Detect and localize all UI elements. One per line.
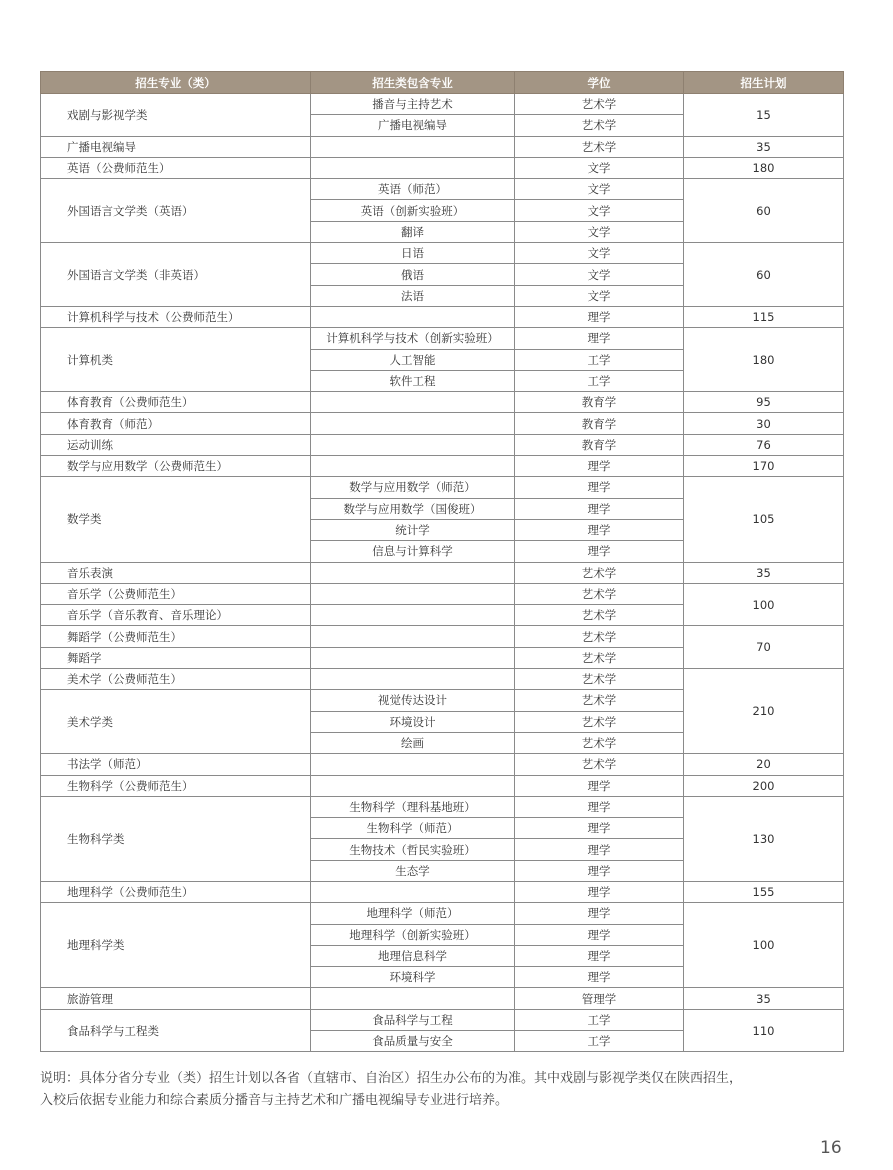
included-major-cell xyxy=(311,775,515,796)
included-major-cell: 环境科学 xyxy=(311,967,515,988)
degree-cell: 艺术学 xyxy=(515,690,684,711)
major-cell: 地理科学类 xyxy=(41,903,311,988)
plan-cell: 30 xyxy=(684,413,844,434)
degree-cell: 工学 xyxy=(515,1009,684,1030)
table-row xyxy=(41,243,844,264)
included-major-cell: 日语 xyxy=(311,243,515,264)
footnote-line: 入校后依据专业能力和综合素质分播音与主持艺术和广播电视编导专业进行培养。 xyxy=(40,1093,509,1108)
included-major-cell: 地理科学（创新实验班） xyxy=(311,924,515,945)
table-row xyxy=(41,94,844,115)
plan-cell: 180 xyxy=(684,157,844,178)
included-major-cell: 信息与计算科学 xyxy=(311,541,515,562)
included-major-cell xyxy=(311,583,515,604)
degree-cell: 教育学 xyxy=(515,392,684,413)
major-cell: 旅游管理 xyxy=(41,988,311,1009)
included-major-cell: 英语（师范） xyxy=(311,179,515,200)
included-major-cell: 播音与主持艺术 xyxy=(311,94,515,115)
included-major-cell xyxy=(311,562,515,583)
major-cell: 地理科学（公费师范生） xyxy=(41,881,311,902)
degree-cell: 艺术学 xyxy=(515,115,684,136)
degree-cell: 艺术学 xyxy=(515,605,684,626)
degree-cell: 艺术学 xyxy=(515,136,684,157)
degree-cell: 理学 xyxy=(515,924,684,945)
table-row xyxy=(41,754,844,775)
degree-cell: 艺术学 xyxy=(515,732,684,753)
major-cell: 数学类 xyxy=(41,477,311,562)
footnote-line: 说明：具体分省分专业（类）招生计划以各省（直辖市、自治区）招生办公布的为准。其中戏剧与影视学类仅在陕西招生， xyxy=(40,1071,743,1086)
table-row xyxy=(41,1009,844,1030)
included-major-cell: 绘画 xyxy=(311,732,515,753)
table-row xyxy=(41,136,844,157)
degree-cell: 艺术学 xyxy=(515,94,684,115)
table-row xyxy=(41,775,844,796)
major-cell: 体育教育（师范） xyxy=(41,413,311,434)
degree-cell: 工学 xyxy=(515,349,684,370)
included-major-cell xyxy=(311,434,515,455)
included-major-cell: 计算机科学与技术（创新实验班） xyxy=(311,328,515,349)
table-row xyxy=(41,881,844,902)
degree-cell: 文学 xyxy=(515,285,684,306)
major-cell: 英语（公费师范生） xyxy=(41,157,311,178)
major-cell: 音乐学（音乐教育、音乐理论） xyxy=(41,605,311,626)
plan-cell: 15 xyxy=(684,94,844,137)
plan-cell: 110 xyxy=(684,1009,844,1052)
degree-cell: 艺术学 xyxy=(515,626,684,647)
major-cell: 音乐表演 xyxy=(41,562,311,583)
degree-cell: 理学 xyxy=(515,945,684,966)
degree-cell: 文学 xyxy=(515,157,684,178)
table-header-row xyxy=(41,72,844,94)
degree-cell: 艺术学 xyxy=(515,754,684,775)
included-major-cell xyxy=(311,392,515,413)
included-major-cell: 生物科学（师范） xyxy=(311,818,515,839)
degree-cell: 理学 xyxy=(515,967,684,988)
degree-cell: 理学 xyxy=(515,306,684,327)
plan-cell: 60 xyxy=(684,179,844,243)
included-major-cell: 人工智能 xyxy=(311,349,515,370)
table-row xyxy=(41,562,844,583)
table-body xyxy=(41,94,844,1052)
page-number: 16 xyxy=(820,1138,842,1158)
included-major-cell: 视觉传达设计 xyxy=(311,690,515,711)
plan-cell: 100 xyxy=(684,903,844,988)
degree-cell: 理学 xyxy=(515,328,684,349)
table-row xyxy=(41,392,844,413)
header-plan: 招生计划 xyxy=(684,72,844,94)
major-cell: 音乐学（公费师范生） xyxy=(41,583,311,604)
plan-cell: 155 xyxy=(684,881,844,902)
major-cell: 外国语言文学类（英语） xyxy=(41,179,311,243)
major-cell: 计算机科学与技术（公费师范生） xyxy=(41,306,311,327)
included-major-cell: 英语（创新实验班） xyxy=(311,200,515,221)
included-major-cell: 数学与应用数学（师范） xyxy=(311,477,515,498)
degree-cell: 理学 xyxy=(515,456,684,477)
table-row xyxy=(41,583,844,604)
included-major-cell: 地理科学（师范） xyxy=(311,903,515,924)
degree-cell: 理学 xyxy=(515,860,684,881)
degree-cell: 艺术学 xyxy=(515,647,684,668)
plan-cell: 200 xyxy=(684,775,844,796)
included-major-cell xyxy=(311,157,515,178)
major-cell: 戏剧与影视学类 xyxy=(41,94,311,137)
table-row xyxy=(41,179,844,200)
degree-cell: 艺术学 xyxy=(515,669,684,690)
degree-cell: 理学 xyxy=(515,775,684,796)
plan-cell: 70 xyxy=(684,626,844,669)
plan-cell: 35 xyxy=(684,136,844,157)
table-row xyxy=(41,626,844,647)
footnote xyxy=(40,1068,850,1112)
degree-cell: 文学 xyxy=(515,243,684,264)
major-cell: 运动训练 xyxy=(41,434,311,455)
plan-cell: 60 xyxy=(684,243,844,307)
major-cell: 美术学（公费师范生） xyxy=(41,669,311,690)
included-major-cell xyxy=(311,669,515,690)
plan-cell: 180 xyxy=(684,328,844,392)
plan-cell: 35 xyxy=(684,562,844,583)
included-major-cell xyxy=(311,306,515,327)
degree-cell: 教育学 xyxy=(515,434,684,455)
table-row xyxy=(41,903,844,924)
major-cell: 外国语言文学类（非英语） xyxy=(41,243,311,307)
major-cell: 舞蹈学 xyxy=(41,647,311,668)
degree-cell: 理学 xyxy=(515,818,684,839)
degree-cell: 艺术学 xyxy=(515,562,684,583)
plan-cell: 115 xyxy=(684,306,844,327)
degree-cell: 管理学 xyxy=(515,988,684,1009)
included-major-cell xyxy=(311,988,515,1009)
enrollment-plan-table xyxy=(40,71,844,1052)
degree-cell: 文学 xyxy=(515,200,684,221)
plan-cell: 35 xyxy=(684,988,844,1009)
major-cell: 计算机类 xyxy=(41,328,311,392)
major-cell: 广播电视编导 xyxy=(41,136,311,157)
included-major-cell: 数学与应用数学（国俊班） xyxy=(311,498,515,519)
included-major-cell xyxy=(311,605,515,626)
included-major-cell: 软件工程 xyxy=(311,370,515,391)
plan-cell: 130 xyxy=(684,796,844,881)
degree-cell: 文学 xyxy=(515,264,684,285)
degree-cell: 理学 xyxy=(515,477,684,498)
included-major-cell: 生态学 xyxy=(311,860,515,881)
included-major-cell xyxy=(311,136,515,157)
degree-cell: 理学 xyxy=(515,796,684,817)
included-major-cell: 俄语 xyxy=(311,264,515,285)
major-cell: 食品科学与工程类 xyxy=(41,1009,311,1052)
included-major-cell xyxy=(311,881,515,902)
degree-cell: 文学 xyxy=(515,179,684,200)
major-cell: 舞蹈学（公费师范生） xyxy=(41,626,311,647)
table-row xyxy=(41,669,844,690)
degree-cell: 理学 xyxy=(515,839,684,860)
table-row xyxy=(41,157,844,178)
table-row xyxy=(41,434,844,455)
degree-cell: 工学 xyxy=(515,370,684,391)
plan-cell: 95 xyxy=(684,392,844,413)
degree-cell: 教育学 xyxy=(515,413,684,434)
included-major-cell: 地理信息科学 xyxy=(311,945,515,966)
included-major-cell: 翻译 xyxy=(311,221,515,242)
included-major-cell xyxy=(311,647,515,668)
table-row xyxy=(41,477,844,498)
plan-cell: 170 xyxy=(684,456,844,477)
major-cell: 美术学类 xyxy=(41,690,311,754)
included-major-cell xyxy=(311,456,515,477)
major-cell: 书法学（师范） xyxy=(41,754,311,775)
major-cell: 体育教育（公费师范生） xyxy=(41,392,311,413)
included-major-cell: 广播电视编导 xyxy=(311,115,515,136)
degree-cell: 文学 xyxy=(515,221,684,242)
table-row xyxy=(41,306,844,327)
degree-cell: 理学 xyxy=(515,519,684,540)
major-cell: 生物科学（公费师范生） xyxy=(41,775,311,796)
degree-cell: 艺术学 xyxy=(515,583,684,604)
table-row xyxy=(41,328,844,349)
header-degree: 学位 xyxy=(515,72,684,94)
table-row xyxy=(41,988,844,1009)
degree-cell: 理学 xyxy=(515,881,684,902)
plan-cell: 20 xyxy=(684,754,844,775)
degree-cell: 艺术学 xyxy=(515,711,684,732)
included-major-cell: 食品质量与安全 xyxy=(311,1031,515,1052)
included-major-cell: 环境设计 xyxy=(311,711,515,732)
table-row xyxy=(41,413,844,434)
included-major-cell xyxy=(311,413,515,434)
table-row xyxy=(41,456,844,477)
degree-cell: 理学 xyxy=(515,498,684,519)
included-major-cell xyxy=(311,754,515,775)
table-row xyxy=(41,796,844,817)
included-major-cell: 生物科学（理科基地班） xyxy=(311,796,515,817)
plan-cell: 105 xyxy=(684,477,844,562)
header-major: 招生专业（类） xyxy=(41,72,311,94)
degree-cell: 理学 xyxy=(515,903,684,924)
major-cell: 生物科学类 xyxy=(41,796,311,881)
major-cell: 数学与应用数学（公费师范生） xyxy=(41,456,311,477)
plan-cell: 100 xyxy=(684,583,844,626)
plan-cell: 210 xyxy=(684,669,844,754)
included-major-cell: 食品科学与工程 xyxy=(311,1009,515,1030)
header-included-majors: 招生类包含专业 xyxy=(311,72,515,94)
included-major-cell: 法语 xyxy=(311,285,515,306)
included-major-cell: 统计学 xyxy=(311,519,515,540)
degree-cell: 工学 xyxy=(515,1031,684,1052)
plan-cell: 76 xyxy=(684,434,844,455)
included-major-cell: 生物技术（哲民实验班） xyxy=(311,839,515,860)
included-major-cell xyxy=(311,626,515,647)
degree-cell: 理学 xyxy=(515,541,684,562)
